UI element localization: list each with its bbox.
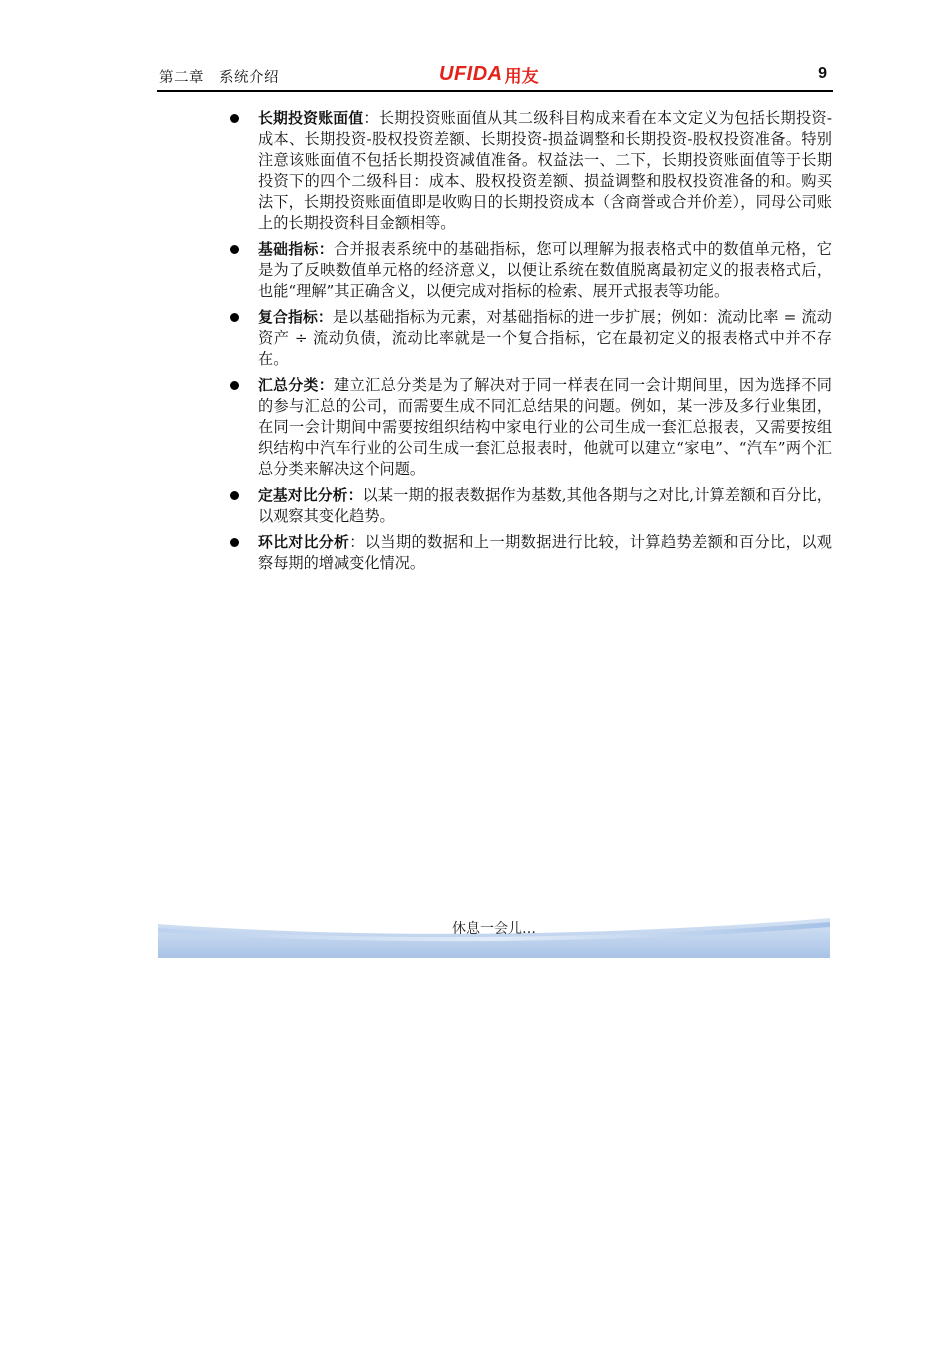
term-label: 复合指标： — [258, 309, 333, 326]
bullet-icon — [230, 245, 239, 254]
term-description: 是以基础指标为元素，对基础指标的进一步扩展；例如：流动比率 = 流动资产 ÷ 流动负债，流动比率就是一个复合指标，它在最初定义的报表格式中并不存在。 — [258, 308, 832, 368]
list-item-text — [258, 239, 832, 302]
list-item-text — [258, 485, 832, 527]
logo-text-en: UFIDA — [439, 62, 503, 85]
term-separator: ： — [349, 533, 365, 551]
bullet-icon — [230, 491, 239, 500]
list-item — [228, 485, 832, 527]
footer-wave-banner — [158, 915, 830, 958]
term-description: 以某一期的报表数据作为基数,其他各期与之对比,计算差额和百分比，以观察其变化趋势。 — [258, 486, 832, 525]
list-item-text — [258, 532, 832, 574]
bullet-icon — [230, 381, 239, 390]
page-header — [157, 62, 833, 92]
term-description: 合并报表系统中的基础指标，您可以理解为报表格式中的数值单元格，它是为了反映数值单元格的经济意义，以便让系统在数值脱离最初定义的报表格式后，也能“理解”其正确含义，以便完成对指标的检索、展开式报表等功能。 — [258, 240, 832, 300]
ufida-logo — [439, 62, 539, 86]
bullet-icon — [230, 313, 239, 322]
list-item — [228, 375, 832, 480]
footer-caption: 休息一会儿… — [452, 921, 536, 937]
page-number: 9 — [818, 65, 827, 82]
term-label: 定基对比分析： — [258, 487, 363, 504]
logo-text-cn: 用友 — [504, 66, 539, 87]
term-label: 长期投资账面值 — [258, 110, 364, 127]
list-item — [228, 239, 832, 302]
term-description: 长期投资账面值从其二级科目构成来看在本文定义为包括长期投资-成本、长期投资-股权投资差额、长期投资-损益调整和长期投资-股权投资准备。特别注意该账面值不包括长期投资减值准备。权益法一、二下，长期投资账面值等于长期投资下的四个二级科目：成本、股权投资差额、损益调整和股权投资准备的和。购买法下，长期投资账面值即是收购日的长期投资成本（含商誉或合并价差），同母公司账上的长期投资科目金额相等。 — [258, 109, 832, 232]
list-item — [228, 532, 832, 574]
list-item-text — [258, 108, 832, 234]
term-label: 基础指标： — [258, 241, 334, 258]
bullet-icon — [230, 114, 239, 123]
term-separator: ： — [363, 109, 379, 127]
list-item-text — [258, 307, 832, 370]
term-description: 以当期的数据和上一期数据进行比较，计算趋势差额和百分比，以观察每期的增减变化情况。 — [258, 533, 832, 572]
term-label: 汇总分类： — [258, 377, 334, 394]
chapter-title: 第二章 系统介绍 — [159, 70, 279, 86]
term-description: 建立汇总分类是为了解决对于同一样表在同一会计期间里，因为选择不同的参与汇总的公司，而需要生成不同汇总结果的问题。例如，某一涉及多行业集团，在同一会计期间中需要按组织结构中家电行业的公司生成一套汇总报表，又需要按组织结构中汽车行业的公司生成一套汇总报表时，他就可以建立“家电”、“汽车”两个汇总分类来解决这个问题。 — [258, 376, 832, 478]
list-item — [228, 307, 832, 370]
term-label: 环比对比分析 — [258, 534, 350, 551]
list-item — [228, 108, 832, 234]
definition-list — [228, 108, 832, 579]
bullet-icon — [230, 538, 239, 547]
list-item-text — [258, 375, 832, 480]
